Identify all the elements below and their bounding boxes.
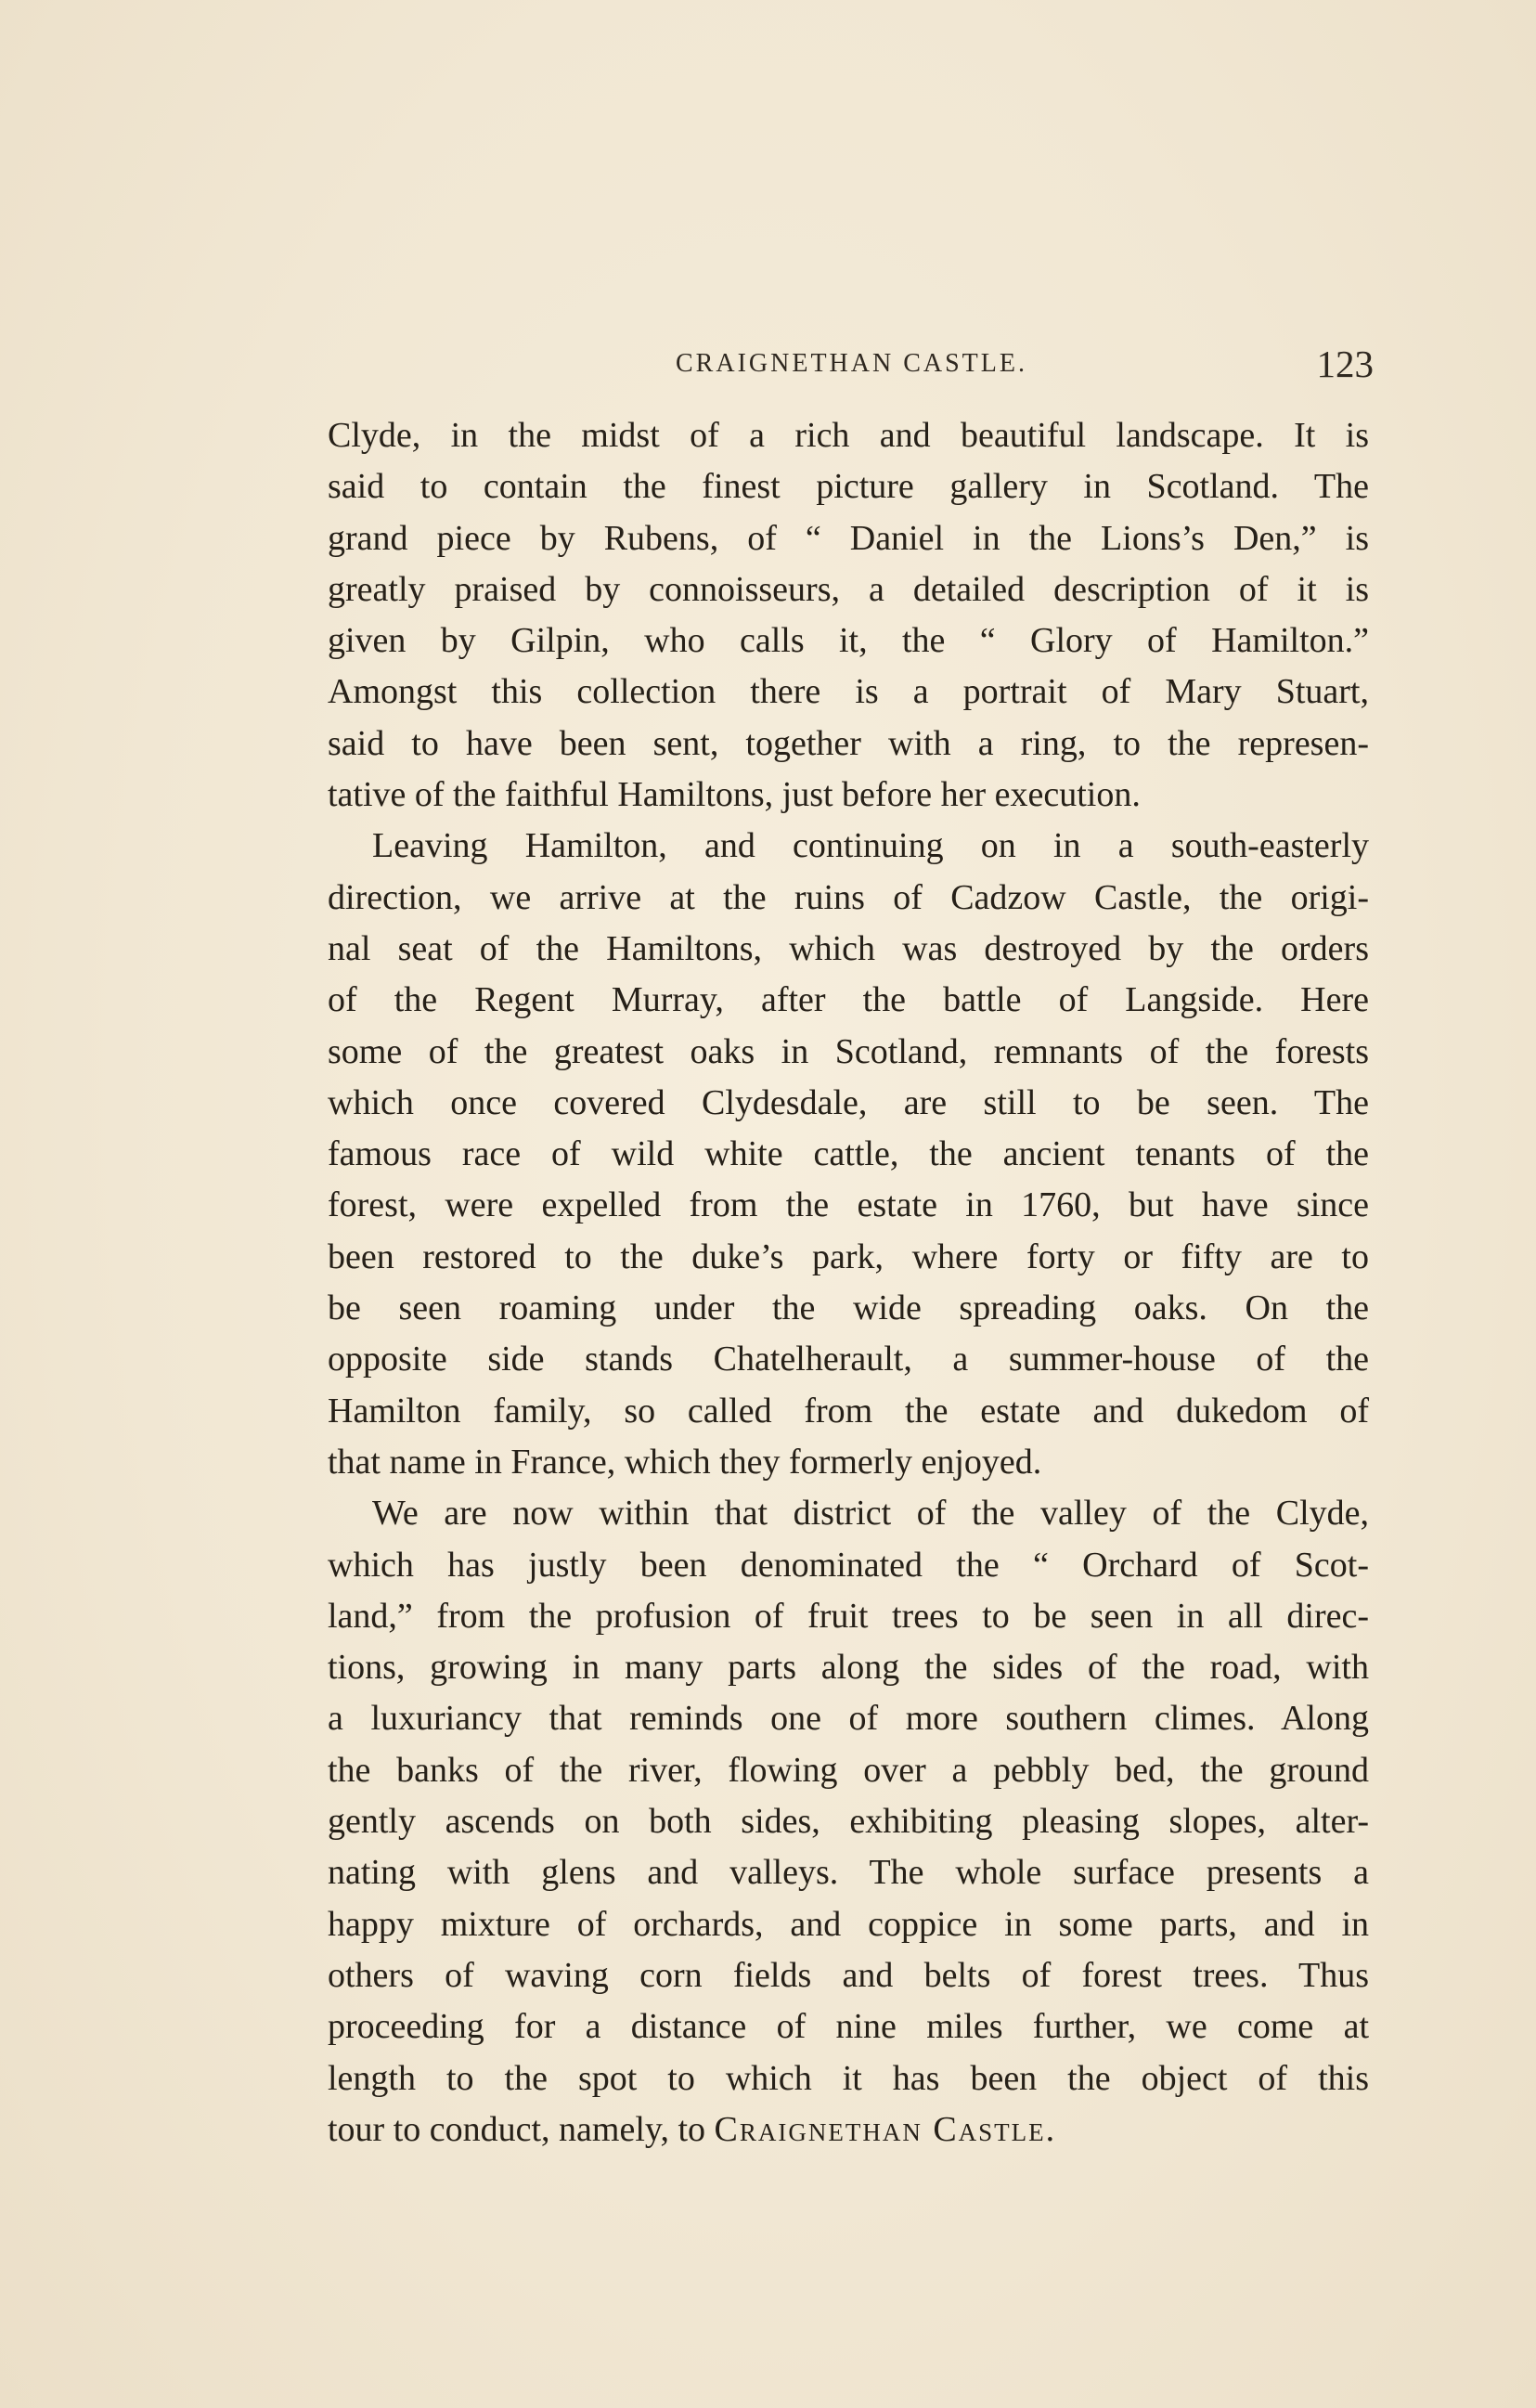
text-line: grand piece by Rubens, of “ Daniel in the Lions’s Den,” is bbox=[328, 518, 1369, 558]
text-line: length to the spot to which it has been the object of this bbox=[328, 2058, 1369, 2098]
text-line: that name in France, which they formerly enjoyed. bbox=[328, 1442, 1042, 1482]
text-line: land,” from the profusion of fruit trees to be seen in all direc- bbox=[328, 1596, 1369, 1636]
text-line: gently ascends on both sides, exhibiting pleasing slopes, alter- bbox=[328, 1802, 1369, 1842]
text-line: some of the greatest oaks in Scotland, remnants of the forests bbox=[328, 1031, 1369, 1071]
text-line: Clyde, in the midst of a rich and beautiful landscape. It is bbox=[328, 416, 1369, 455]
text-line: which once covered Clydesdale, are still to be seen. The bbox=[328, 1082, 1369, 1122]
text-line: Leaving Hamilton, and continuing on in a south-easterly bbox=[372, 826, 1369, 866]
text-line: greatly praised by connoisseurs, a detailed description of it is bbox=[328, 569, 1369, 609]
running-head bbox=[329, 342, 1374, 397]
text-line: Amongst this collection there is a portrait of Mary Stuart, bbox=[328, 672, 1369, 712]
text-line: famous race of wild white cattle, the ancient tenants of the bbox=[328, 1134, 1369, 1174]
text-line: nal seat of the Hamiltons, which was destroyed by the orders bbox=[328, 928, 1369, 968]
text-line: given by Gilpin, who calls it, the “ Glory of Hamilton.” bbox=[328, 621, 1369, 661]
text-line: tions, growing in many parts along the sides of the road, with bbox=[328, 1648, 1369, 1688]
final-line-prefix: tour to conduct, namely, to bbox=[328, 2109, 715, 2149]
text-line: forest, were expelled from the estate in 1760, but have since bbox=[328, 1185, 1369, 1225]
text-line: We are now within that district of the valley of the Clyde, bbox=[372, 1494, 1369, 1534]
text-line: the banks of the river, flowing over a pebbly bed, the ground bbox=[328, 1750, 1369, 1790]
final-text-line bbox=[328, 2104, 1369, 2156]
text-line: be seen roaming under the wide spreading oaks. On the bbox=[328, 1288, 1369, 1328]
text-line: been restored to the duke’s park, where forty or fifty are to bbox=[328, 1236, 1369, 1276]
text-line: which has justly been denominated the “ Orchard of Scot- bbox=[328, 1545, 1369, 1585]
text-line: said to contain the finest picture gallery in Scotland. The bbox=[328, 467, 1369, 507]
castle-name-smallcaps: Craignethan Castle. bbox=[714, 2109, 1057, 2149]
text-line: nating with glens and valleys. The whole surface presents a bbox=[328, 1853, 1369, 1893]
text-line: a luxuriancy that reminds one of more southern climes. Along bbox=[328, 1699, 1369, 1739]
text-line: others of waving corn fields and belts of forest trees. Thus bbox=[328, 1955, 1369, 1995]
text-line: proceeding for a distance of nine miles further, we come at bbox=[328, 2007, 1369, 2047]
page-number: 123 bbox=[1316, 343, 1374, 385]
text-line: Hamilton family, so called from the estate and dukedom of bbox=[328, 1391, 1369, 1431]
paragraph-2 bbox=[328, 821, 1369, 1488]
text-line: said to have been sent, together with a ring, to the represen- bbox=[328, 723, 1369, 763]
text-line: of the Regent Murray, after the battle of Langside. Here bbox=[328, 980, 1369, 1020]
paragraph-1 bbox=[328, 410, 1369, 821]
text-line: tative of the faithful Hamiltons, just before her execution. bbox=[328, 775, 1141, 815]
paragraph-3 bbox=[328, 1488, 1369, 2156]
text-line: direction, we arrive at the ruins of Cadzow Castle, the origi- bbox=[328, 877, 1369, 917]
body-text bbox=[328, 410, 1369, 2156]
text-line: happy mixture of orchards, and coppice in some parts, and in bbox=[328, 1904, 1369, 1944]
text-line: opposite side stands Chatelherault, a summer-house of the bbox=[328, 1340, 1369, 1379]
running-title: CRAIGNETHAN CASTLE. bbox=[676, 349, 1027, 378]
